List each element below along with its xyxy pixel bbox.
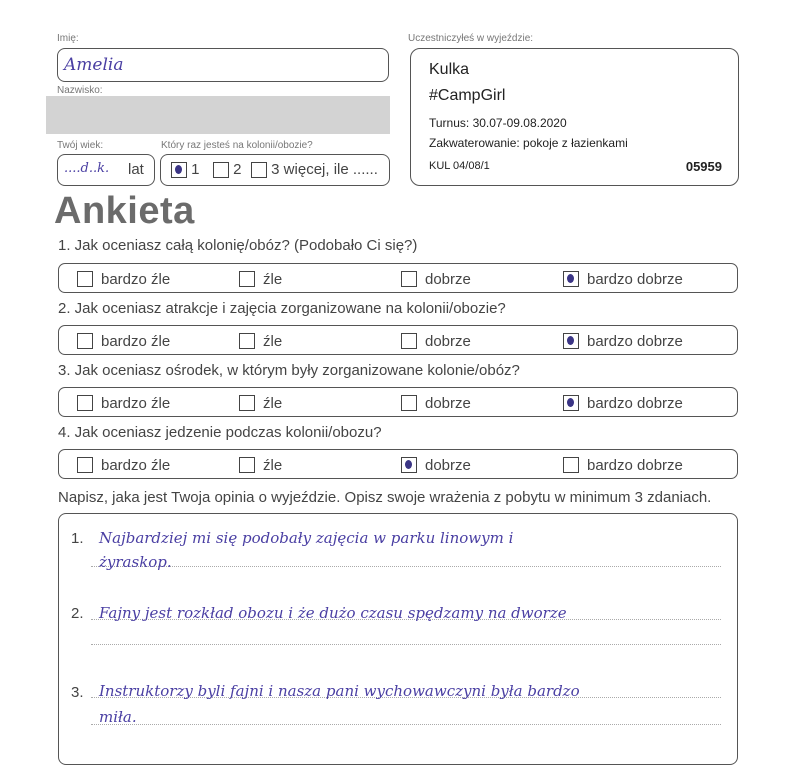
age-label: Twój wiek: [57, 140, 104, 151]
trip-number: 05959 [685, 159, 722, 174]
rating-checkbox[interactable] [77, 333, 93, 349]
trip-turnus: Turnus: 30.07-09.08.2020 [429, 116, 567, 130]
times-option-3-label: 3 więcej, ile ...... [271, 161, 378, 178]
trip-name: Kulka [429, 61, 470, 78]
opinion-box[interactable] [58, 513, 738, 765]
rating-row-3 [58, 387, 738, 417]
age-value: ....d..k. [64, 161, 110, 176]
rating-option[interactable] [77, 333, 170, 350]
rating-option[interactable] [239, 395, 282, 412]
rating-checkbox[interactable] [77, 457, 93, 473]
question-2: 2. Jak oceniasz atrakcje i zajęcia zorganizowane na kolonii/obozie? [58, 300, 506, 317]
rating-checkbox[interactable] [563, 457, 579, 473]
rating-checkbox[interactable] [563, 395, 579, 411]
answer-3-line-1: Instruktorzy byli fajni i nasza pani wychowawczyni była bardzo [99, 682, 580, 700]
rating-checkbox[interactable] [239, 395, 255, 411]
rating-option[interactable] [563, 271, 683, 288]
question-1: 1. Jak oceniasz całą kolonię/obóz? (Podobało Ci się?) [58, 237, 418, 254]
rating-checkbox[interactable] [401, 395, 417, 411]
rating-checkbox[interactable] [77, 271, 93, 287]
rating-checkbox[interactable] [239, 457, 255, 473]
rating-option[interactable] [563, 333, 683, 350]
age-unit: lat [128, 161, 144, 178]
rating-option-label: dobrze [425, 333, 471, 350]
opinion-prompt: Napisz, jaka jest Twoja opinia o wyjeździe. Opisz swoje wrażenia z pobytu w minimum 3 zdaniach. [58, 489, 712, 506]
rating-option-label: bardzo dobrze [587, 333, 683, 350]
surname-label: Nazwisko: [57, 85, 103, 96]
rating-option[interactable] [77, 457, 170, 474]
rating-option[interactable] [239, 457, 282, 474]
rating-checkbox[interactable] [401, 271, 417, 287]
checkbox-1[interactable] [171, 162, 187, 178]
times-option-2[interactable] [213, 161, 242, 178]
rating-option-label: źle [263, 457, 283, 474]
name-label: Imię: [57, 33, 79, 44]
answer-2-line-1: Fajny jest rozkład obozu i że dużo czasu spędzamy na dworze [99, 604, 567, 622]
name-value: Amelia [64, 55, 124, 75]
rating-option[interactable] [239, 333, 282, 350]
answer-1-line-1: Najbardziej mi się podobały zajęcia w parku linowym i [99, 529, 514, 547]
name-field[interactable] [57, 48, 389, 82]
rating-checkbox[interactable] [563, 333, 579, 349]
question-4: 4. Jak oceniasz jedzenie podczas kolonii/obozu? [58, 424, 382, 441]
checkbox-2[interactable] [213, 162, 229, 178]
participant-label: Uczestniczyłeś w wyjeździe: [408, 33, 534, 44]
rating-checkbox[interactable] [401, 333, 417, 349]
rating-option[interactable] [401, 271, 471, 288]
rating-checkbox[interactable] [77, 395, 93, 411]
checkbox-3[interactable] [251, 162, 267, 178]
surname-redaction [46, 96, 390, 134]
rating-option[interactable] [563, 395, 683, 412]
rating-option-label: bardzo dobrze [587, 395, 683, 412]
rating-option-label: bardzo źle [101, 395, 171, 412]
answer-1-number: 1. [71, 530, 84, 547]
rating-option[interactable] [401, 457, 471, 474]
rating-option-label: bardzo źle [101, 271, 171, 288]
times-option-1-label: 1 [191, 161, 200, 178]
rating-option-label: źle [263, 395, 283, 412]
rating-option-label: źle [263, 271, 283, 288]
rating-option-label: bardzo dobrze [587, 271, 683, 288]
rating-option-label: dobrze [425, 395, 471, 412]
rating-row-4 [58, 449, 738, 479]
rating-checkbox[interactable] [401, 457, 417, 473]
rating-option-label: bardzo źle [101, 457, 171, 474]
writing-line [91, 644, 721, 645]
rating-checkbox[interactable] [239, 271, 255, 287]
times-option-2-label: 2 [233, 161, 242, 178]
question-3: 3. Jak oceniasz ośrodek, w którym były zorganizowane kolonie/obóz? [58, 362, 520, 379]
rating-option-label: bardzo źle [101, 333, 171, 350]
writing-line [91, 566, 721, 567]
rating-option[interactable] [401, 395, 471, 412]
rating-option-label: dobrze [425, 271, 471, 288]
rating-row-1 [58, 263, 738, 293]
rating-option[interactable] [563, 457, 683, 474]
age-field[interactable] [57, 154, 155, 186]
rating-checkbox[interactable] [563, 271, 579, 287]
page-title: Ankieta [54, 190, 195, 232]
answer-3-number: 3. [71, 684, 84, 701]
rating-row-2 [58, 325, 738, 355]
trip-tag: #CampGirl [429, 87, 506, 104]
rating-option-label: bardzo dobrze [587, 457, 683, 474]
answer-1-line-2: żyraskop. [99, 553, 172, 571]
times-label: Który raz jesteś na kolonii/obozie? [161, 140, 313, 151]
rating-checkbox[interactable] [239, 333, 255, 349]
times-option-1[interactable] [171, 161, 200, 178]
rating-option-label: źle [263, 333, 283, 350]
rating-option[interactable] [401, 333, 471, 350]
trip-code: KUL 04/08/1 [429, 160, 490, 172]
answer-3-line-2: miła. [99, 708, 137, 726]
rating-option-label: dobrze [425, 457, 471, 474]
times-option-3[interactable] [251, 161, 378, 178]
times-field [160, 154, 390, 186]
answer-2-number: 2. [71, 605, 84, 622]
rating-option[interactable] [239, 271, 282, 288]
rating-option[interactable] [77, 395, 170, 412]
trip-info-box [410, 48, 739, 186]
trip-accommodation: Zakwaterowanie: pokoje z łazienkami [429, 136, 628, 150]
rating-option[interactable] [77, 271, 170, 288]
writing-line [91, 724, 721, 725]
